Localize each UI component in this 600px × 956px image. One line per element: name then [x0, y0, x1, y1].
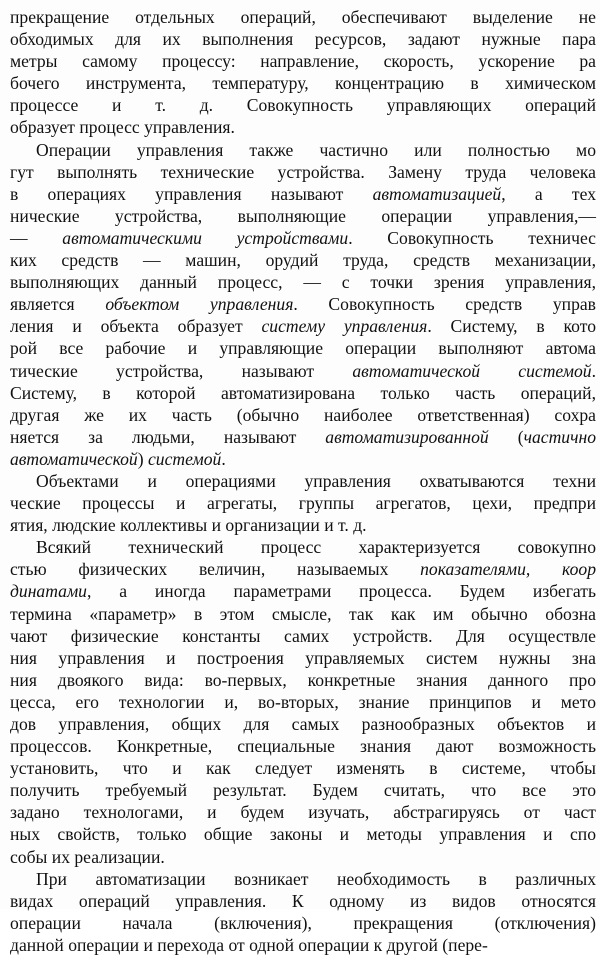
text-line	[10, 558, 596, 580]
italic-term: автоматической	[10, 448, 138, 469]
text-run: —	[10, 227, 63, 248]
text-line	[10, 779, 596, 801]
text-run: няется за людьми, называют	[10, 426, 326, 447]
text-run: тические устройства, называют	[10, 360, 353, 381]
text-line	[10, 404, 596, 426]
text-line	[10, 426, 596, 448]
text-line	[10, 116, 596, 138]
text-run: обходимых для их выполнения ресурсов, задают нужные пара	[10, 29, 596, 50]
italic-term: динатами	[10, 581, 87, 602]
text-run: ческие процессы и агрегаты, группы агрегатов, цехи, предпри	[10, 493, 596, 514]
text-run: другая же их часть (обычно наиболее ответственная) сохра	[10, 404, 596, 425]
text-run: выполняющих данный процесс, — с точки зрения управления,	[10, 272, 596, 293]
text-run: Объектами и операциями управления охватываются техни	[36, 470, 596, 491]
text-run: ятия, людские коллективы и организации и т. д.	[10, 515, 367, 536]
text-line	[10, 6, 596, 28]
text-line	[10, 514, 596, 536]
text-line	[10, 161, 596, 183]
text-run: рой все рабочие и управляющие операции выполняют автома	[10, 338, 596, 359]
text-line	[10, 205, 596, 227]
text-run: ления и объекта образует	[10, 316, 262, 337]
text-line	[10, 94, 596, 116]
text-line	[10, 139, 596, 161]
italic-term: объектом управления	[105, 294, 294, 315]
text-line	[10, 735, 596, 757]
text-run: в операциях управления называют	[10, 183, 373, 204]
text-line	[10, 470, 596, 492]
paragraph	[10, 868, 596, 956]
text-line	[10, 823, 596, 845]
text-line	[10, 50, 596, 72]
text-run: -	[482, 934, 488, 955]
text-line	[10, 536, 596, 558]
text-run: При автоматизации возникает необходимость в различных	[36, 868, 596, 889]
text-run: Систему, в которой автоматизирована только часть операций,	[10, 382, 596, 403]
text-run: Всякий технический процесс характеризуется совокупно	[36, 537, 596, 558]
text-run: .	[591, 360, 597, 381]
text-run: операции начала (включения), прекращения (отключения)	[10, 912, 596, 933]
text-line	[10, 448, 596, 470]
text-line	[10, 382, 596, 404]
text-line	[10, 647, 596, 669]
text-line	[10, 227, 596, 249]
text-run: . Совокупность техничес	[348, 227, 596, 248]
text-run: нические устройства, выполняющие операции управления,—	[10, 205, 596, 226]
text-line	[10, 293, 596, 315]
text-line	[10, 912, 596, 934]
text-run: является	[10, 294, 106, 315]
text-run: . Систему, в кото	[427, 316, 596, 337]
italic-term: автоматической системой	[352, 360, 592, 381]
text-line	[10, 934, 596, 956]
text-line	[10, 271, 596, 293]
text-run: процессе и т. д. Совокупность управляющих операций	[10, 95, 596, 116]
text-run: )	[137, 448, 148, 469]
text-line	[10, 713, 596, 735]
text-run: . Совокупность средств управ	[293, 294, 596, 315]
text-line	[10, 337, 596, 359]
italic-term: автоматизированной	[325, 426, 489, 447]
text-run: термина «параметр» в этом смысле, так как им обычно обозна	[10, 603, 596, 624]
text-line	[10, 492, 596, 514]
text-line	[10, 846, 596, 868]
italic-term: систему управления	[261, 316, 428, 337]
text-run: ния управления и построения управляемых систем нужны зна	[10, 647, 596, 668]
text-line	[10, 580, 596, 602]
text-run: стью физических величин, называемых	[10, 559, 421, 580]
text-run: задано технологами, и будем изучать, абстрагируясь от част	[10, 802, 596, 823]
text-line	[10, 72, 596, 94]
text-run: , а иногда параметрами процесса. Будем избегать	[86, 581, 596, 602]
text-run: образует процесс управления.	[10, 117, 235, 138]
text-run: ких средств — машин, орудий труда, средств механизации,	[10, 250, 596, 271]
text-line	[10, 625, 596, 647]
text-line	[10, 603, 596, 625]
paragraph	[10, 6, 596, 139]
text-run: ния двоякого вида: во-первых, конкретные знания данного про	[10, 669, 596, 690]
text-run: установить, что и как следует изменять в системе, чтобы	[10, 758, 596, 779]
text-line	[10, 868, 596, 890]
text-line	[10, 315, 596, 337]
italic-term: показателями, коор	[420, 559, 596, 580]
text-run: цесса, его технологии и, во-вторых, знание принципов и мето	[10, 691, 596, 712]
italic-term: частично	[523, 426, 596, 447]
text-line	[10, 28, 596, 50]
text-run: (	[488, 426, 524, 447]
text-line	[10, 801, 596, 823]
paragraph	[10, 536, 596, 867]
text-run: метры самому процессу: направление, скорость, ускорение ра	[10, 51, 596, 72]
text-run: дов управления, общих для самых разнообразных объектов и	[10, 714, 596, 734]
text-run: .	[221, 448, 226, 469]
paragraph	[10, 470, 596, 536]
text-line	[10, 691, 596, 713]
text-run: получить требуемый результат. Будем считать, что все это	[10, 780, 596, 801]
text-run: бочего инструмента, температуру, концентрацию в химическом	[10, 73, 596, 94]
text-line	[10, 249, 596, 271]
text-line	[10, 360, 596, 382]
text-run: видах операций управления. К одному из видов относятся	[10, 890, 596, 911]
text-run: , а тех	[501, 183, 596, 204]
text-run: процессов. Конкретные, специальные знания дают возможность	[10, 736, 596, 757]
paragraph	[10, 139, 596, 470]
italic-term: системой	[148, 448, 222, 469]
text-run: ных свойств, только общие законы и методы управления и спо	[10, 824, 596, 845]
text-run: гут выполнять технические устройства. Замену труда человека	[10, 161, 596, 182]
italic-term: автоматическими устройствами	[62, 227, 349, 248]
text-run: собы их реализации.	[10, 846, 165, 867]
text-line	[10, 757, 596, 779]
text-run: прекращение отдельных операций, обеспечивают выделение не	[10, 7, 596, 27]
text-run: Операции управления также частично или полностью мо	[36, 139, 596, 160]
text-run: данной операции и перехода от одной операции к другой (пере	[10, 934, 482, 955]
italic-term: автоматизацией	[372, 183, 502, 204]
text-line	[10, 669, 596, 691]
text-run: чают физические константы самих устройств. Для осуществле	[10, 625, 596, 646]
text-line	[10, 183, 596, 205]
